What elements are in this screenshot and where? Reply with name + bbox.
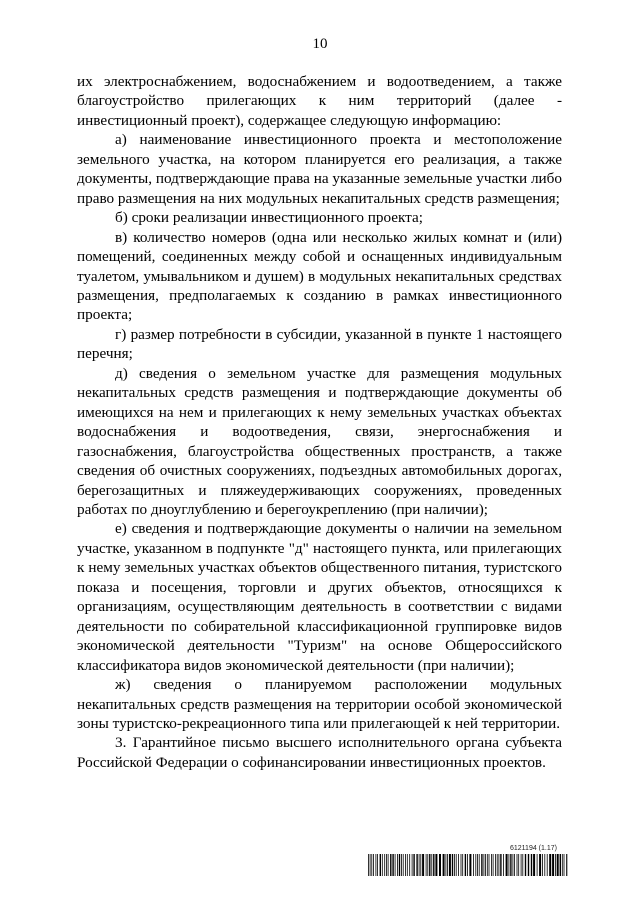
barcode-bar: [426, 854, 427, 876]
barcode-bar: [465, 854, 466, 876]
barcode-bar: [555, 854, 556, 876]
barcode-bar: [405, 854, 406, 876]
barcode-bar: [454, 854, 455, 876]
barcode-bar: [562, 854, 563, 876]
barcode-bar: [452, 854, 453, 876]
barcode-bar: [566, 854, 567, 876]
barcode-bar: [544, 854, 545, 876]
barcode-bar: [449, 854, 451, 876]
paragraph-intro: их электроснабжением, водоснабжением и водоотведением, а также благоустройство прилегающих к ним территорий (далее - инвестиционный проект), содержащее следующую информацию:: [77, 73, 562, 129]
barcode-bar: [506, 854, 508, 876]
barcode-bar: [557, 854, 559, 876]
barcode-bar: [373, 854, 374, 876]
barcode-bar: [518, 854, 519, 876]
paragraph-item-b: б) сроки реализации инвестиционного проекта;: [115, 209, 423, 227]
barcode-bar: [439, 854, 441, 876]
barcode-bar: [435, 854, 437, 876]
barcode-bar: [528, 854, 529, 876]
barcode-bar: [427, 854, 428, 876]
barcode-bar: [397, 854, 398, 876]
barcode-bar: [419, 854, 420, 876]
barcode-bar: [392, 854, 393, 876]
barcode-image: [368, 854, 568, 876]
barcode-bar: [407, 854, 408, 876]
barcode-bar: [495, 854, 496, 876]
barcode-bar: [371, 854, 372, 876]
barcode-bar: [560, 854, 561, 876]
barcode-bar: [513, 854, 514, 876]
barcode-bar: [509, 854, 510, 876]
barcode-bar: [462, 854, 463, 876]
barcode-bar: [413, 854, 414, 876]
barcode-bar: [473, 854, 474, 876]
barcode-bar: [409, 854, 410, 876]
barcode-bar: [390, 854, 391, 876]
page-number: 10: [312, 36, 328, 52]
barcode-bar: [514, 854, 515, 876]
barcode-bar: [479, 854, 480, 876]
barcode-bar: [503, 854, 504, 876]
barcode-bar: [384, 854, 385, 876]
document-body: [77, 72, 562, 772]
barcode-bar: [380, 854, 381, 876]
barcode-bar: [377, 854, 378, 876]
barcode-bar: [497, 854, 498, 876]
barcode-bar: [475, 854, 476, 876]
barcode-bar: [456, 854, 457, 876]
barcode-bar: [443, 854, 445, 876]
barcode-bar: [487, 854, 488, 876]
barcode-bar: [499, 854, 500, 876]
barcode-bar: [489, 854, 490, 876]
paragraph-item-d: д) сведения о земельном участке для размещения модульных некапитальных средств размещения и подтверждающие документы об имеющихся на нем и прилегающих к нему земельных участках объектах водоснабжения и водоотведения, связи, энергоснабжения и газоснабжения, благоустройства общественных пространств, а также сведения об очистных сооружениях, подъездных автомобильных дорогах, берегозащитных и пляжеудерживающих сооружениях, проведенных работах по дноуглублению и берегоукреплению (при наличии);: [77, 364, 562, 518]
barcode-bar: [467, 854, 468, 876]
barcode-bar: [564, 854, 565, 876]
paragraph-item-g: г) размер потребности в субсидии, указанной в пункте 1 настоящего перечня;: [77, 325, 562, 363]
barcode-bar: [533, 854, 535, 876]
barcode-bar: [461, 854, 462, 876]
document-code: 6121194 (1.17): [510, 845, 557, 852]
barcode-bar: [531, 854, 532, 876]
barcode-bar: [477, 854, 478, 876]
barcode-bar: [549, 854, 551, 876]
paragraph-item-3: 3. Гарантийное письмо высшего исполнительного органа субъекта Российской Федерации о софинансировании инвестиционных проектов.: [77, 734, 562, 771]
barcode-bar: [517, 854, 518, 876]
paragraph-item-v: в) количество номеров (одна или несколько жилых комнат и (или) помещений, соединенных между собой и оснащенных индивидуальным туалетом, умывальником и душем) в модульных некапитальных средствах размещения, предполагаемых к созданию в рамках инвестиционного проекта;: [77, 228, 562, 324]
barcode-bar: [552, 854, 554, 876]
barcode-bar: [522, 854, 523, 876]
barcode-bar: [510, 854, 511, 876]
paragraph-item-e: е) сведения и подтверждающие документы о наличии на земельном участке, указанном в подпункте "д" настоящего пункта, или прилегающих к нему земельных участках объектов общественного питания, туристского показа и посещения, торговли и других объектов, относящихся к организациям, осуществляющим деятельность в соответствии с видами деятельности по собирательной классификационной группировке видов экономической деятельности "Туризм" на основе Общероссийского классификатора видов экономической деятельности (при наличии);: [77, 520, 562, 674]
barcode-bar: [547, 854, 548, 876]
barcode-bar: [537, 854, 538, 876]
barcode-bar: [388, 854, 389, 876]
paragraph-item-zh: ж) сведения о планируемом расположении модульных некапитальных средств размещения на территории особой экономической зоны туристско-рекреационного типа или прилегающей к ней территории.: [77, 676, 562, 732]
barcode-bar: [429, 854, 430, 876]
barcode-bar: [376, 854, 377, 876]
barcode-bar: [399, 854, 400, 876]
barcode-bar: [403, 854, 404, 876]
barcode-bar: [484, 854, 485, 876]
barcode-bar: [458, 854, 459, 876]
barcode-bar: [469, 854, 471, 876]
barcode-bar: [500, 854, 501, 876]
barcode-bar: [539, 854, 541, 876]
barcode-bar: [422, 854, 424, 876]
barcode-bar: [542, 854, 543, 876]
barcode-bar: [395, 854, 396, 876]
barcode-bar: [491, 854, 492, 876]
barcode-bar: [447, 854, 448, 876]
barcode-bar: [485, 854, 486, 876]
barcode-bar: [368, 854, 369, 876]
barcode-bar: [401, 854, 402, 876]
barcode-bar: [370, 854, 371, 876]
barcode-bar: [416, 854, 417, 876]
barcode-bar: [481, 854, 482, 876]
barcode-bar: [386, 854, 387, 876]
barcode-bar: [525, 854, 526, 876]
barcode-bar: [382, 854, 383, 876]
barcode-bar: [521, 854, 522, 876]
barcode-bar: [412, 854, 413, 876]
barcode-bar: [493, 854, 494, 876]
barcode-bar: [433, 854, 434, 876]
barcode-bar: [431, 854, 432, 876]
barcode-bar: [446, 854, 447, 876]
paragraph-item-a: а) наименование инвестиционного проекта и местоположение земельного участка, на котором планируется его реализация, а также документы, подтверждающие права на указанные земельные участки либо право размещения на них модульных некапитальных средств размещения;: [77, 131, 562, 207]
barcode-bar: [420, 854, 421, 876]
